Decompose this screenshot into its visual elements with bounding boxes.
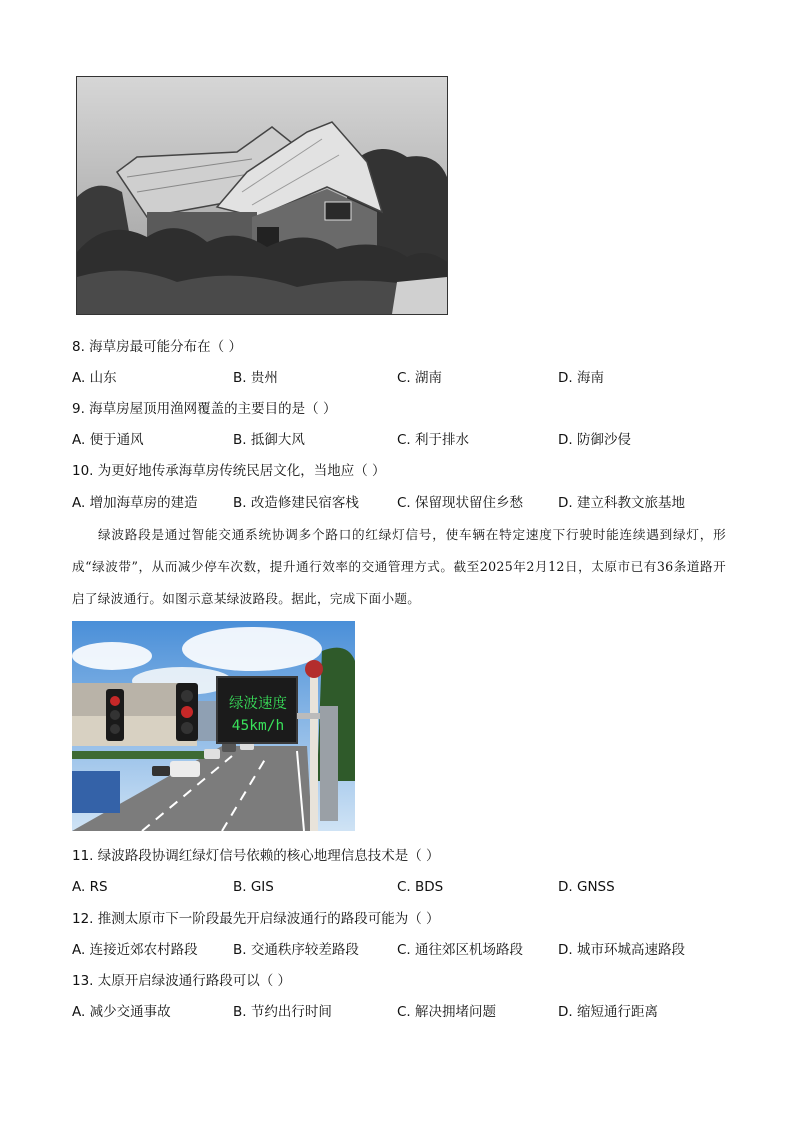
- seaweed-house-illustration: [77, 77, 447, 314]
- option-d[interactable]: D. 缩短通行距离: [558, 1004, 658, 1020]
- option-b[interactable]: B. GIS: [233, 879, 274, 895]
- question-8: 8. 海草房最可能分布在（ ）: [72, 339, 242, 355]
- option-d[interactable]: D. 海南: [558, 370, 604, 386]
- option-a[interactable]: A. 减少交通事故: [72, 1004, 171, 1020]
- option-c[interactable]: C. 利于排水: [397, 432, 470, 448]
- option-d[interactable]: D. 建立科教文旅基地: [558, 495, 685, 511]
- option-a[interactable]: A. RS: [72, 879, 108, 895]
- option-d[interactable]: D. GNSS: [558, 879, 615, 895]
- option-c[interactable]: C. BDS: [397, 879, 444, 895]
- question-8-options: [72, 369, 732, 387]
- question-11: 11. 绿波路段协调红绿灯信号依赖的核心地理信息技术是（ ）: [72, 848, 440, 864]
- option-c[interactable]: C. 解决拥堵问题: [397, 1004, 497, 1020]
- option-c[interactable]: C. 保留现状留住乡愁: [397, 495, 524, 511]
- question-12-options: [72, 941, 732, 959]
- option-b[interactable]: B. 抵御大风: [233, 432, 305, 448]
- option-b[interactable]: B. 交通秩序较差路段: [233, 942, 359, 958]
- option-a[interactable]: A. 山东: [72, 370, 117, 386]
- option-a[interactable]: A. 便于通风: [72, 432, 144, 448]
- sign-line-2: 45km/h: [231, 718, 285, 734]
- question-10-options: [72, 494, 732, 512]
- option-b[interactable]: B. 改造修建民宿客栈: [233, 495, 359, 511]
- question-9: 9. 海草房屋顶用渔网覆盖的主要目的是（ ）: [72, 401, 337, 417]
- option-a[interactable]: A. 增加海草房的建造: [72, 495, 198, 511]
- question-13-options: [72, 1003, 732, 1021]
- option-d[interactable]: D. 城市环城高速路段: [558, 942, 685, 958]
- seaweed-house-photo: [76, 76, 448, 315]
- question-9-options: [72, 431, 732, 449]
- question-11-options: [72, 878, 732, 896]
- option-a[interactable]: A. 连接近郊农村路段: [72, 942, 198, 958]
- green-wave-road-photo: [72, 621, 355, 831]
- reading-passage: 绿波路段是通过智能交通系统协调多个路口的红绿灯信号，使车辆在特定速度下行驶时能连续遇到绿灯，形成“绿波带”，从而减少停车次数，提升通行效率的交通管理方式。截至2025年2月12日，太原市已有36条道路开启了绿波通行。如图示意某绿波路段。据此，完成下面小题。: [72, 527, 726, 606]
- option-d[interactable]: D. 防御沙侵: [558, 432, 631, 448]
- option-c[interactable]: C. 湖南: [397, 370, 443, 386]
- question-13: 13. 太原开启绿波通行路段可以（ ）: [72, 973, 292, 989]
- green-wave-sign: [219, 693, 297, 737]
- green-wave-road-illustration: [72, 621, 355, 831]
- option-b[interactable]: B. 贵州: [233, 370, 278, 386]
- option-b[interactable]: B. 节约出行时间: [233, 1004, 332, 1020]
- question-10: 10. 为更好地传承海草房传统民居文化，当地应（ ）: [72, 463, 386, 479]
- option-c[interactable]: C. 通往郊区机场路段: [397, 942, 524, 958]
- question-12: 12. 推测太原市下一阶段最先开启绿波通行的路段可能为（ ）: [72, 911, 440, 927]
- sign-line-1: 绿波速度: [229, 696, 287, 712]
